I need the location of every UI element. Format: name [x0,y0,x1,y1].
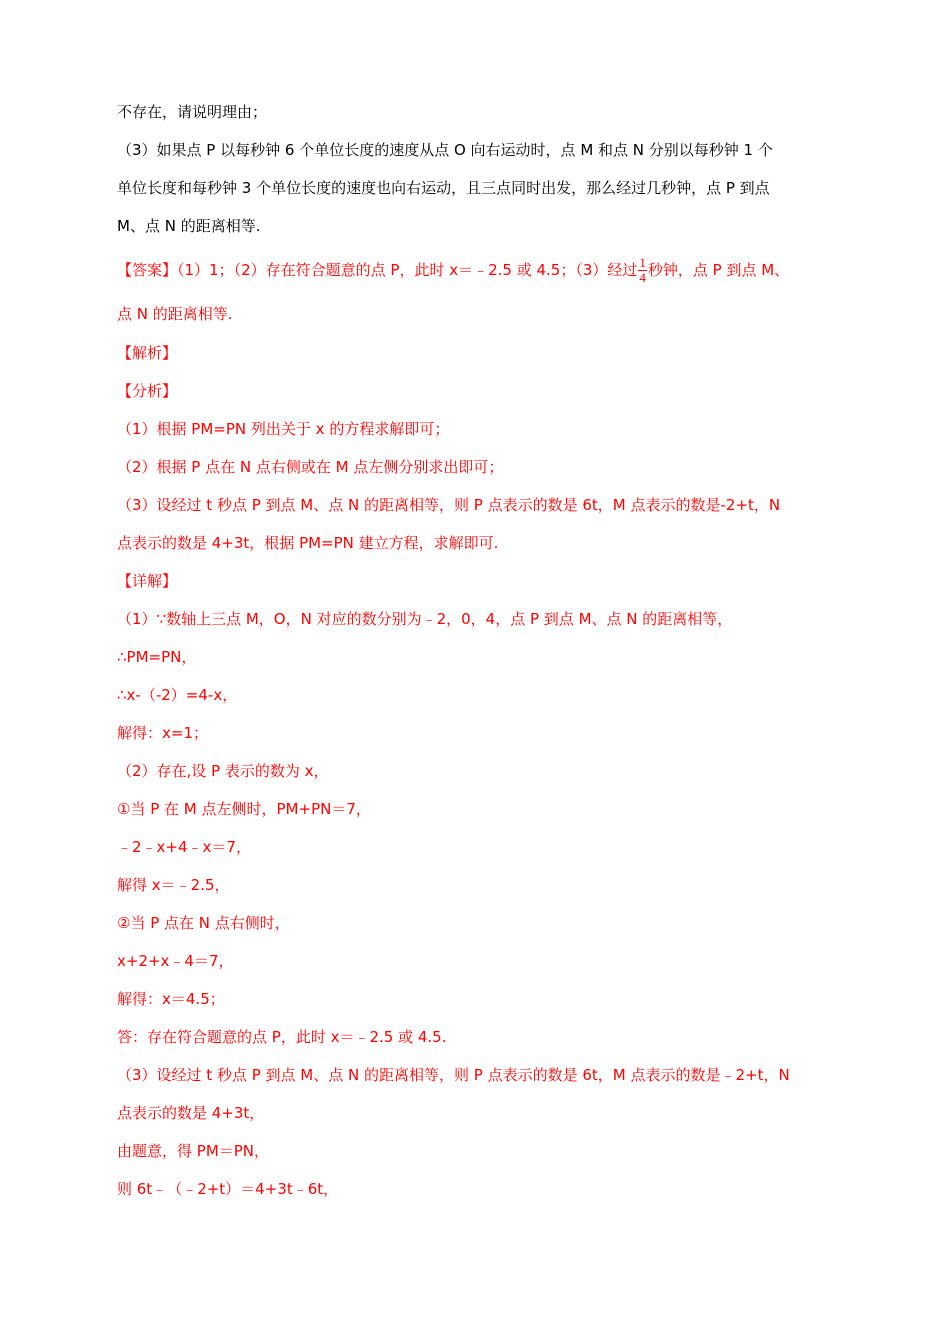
detail-line-3: ∴x-（-2）=4-x， [117,686,238,704]
question-line-4: M、点 N 的距离相等. [117,217,261,235]
analysis-line-2: （2）根据 P 点在 N 点右侧或在 M 点左侧分别求出即可； [117,458,504,476]
detail-line-12: 答：存在符合题意的点 P，此时 x＝﹣2.5 或 4.5. [117,1028,447,1046]
analysis-line-1: （1）根据 PM=PN 列出关于 x 的方程求解即可； [117,420,450,438]
detail-line-5: （2）存在,设 P 表示的数为 x， [117,762,329,780]
fraction-numerator: 1 [639,255,646,270]
question-line-3: 单位长度和每秒钟 3 个单位长度的速度也向右运动，且三点同时出发，那么经过几秒钟，点 P 到点 [117,179,770,197]
section-heading-analysis: 【解析】 [117,344,178,362]
question-line-2: （3）如果点 P 以每秒钟 6 个单位长度的速度从点 O 向右运动时，点 M 和点 N 分别以每秒钟 1 个 [117,141,773,159]
detail-line-8: 解得 x＝﹣2.5， [117,876,230,894]
answer-text-before: 【答案】（1）1；（2）存在符合题意的点 P，此时 x＝﹣2.5 或 4.5；（3）经过 [117,261,638,279]
detail-line-14: 点表示的数是 4+3t， [117,1104,265,1122]
question-line-1: 不存在，请说明理由； [117,103,268,121]
answer-text-after: 秒钟，点 P 到点 M、 [647,261,790,279]
detail-line-6: ①当 P 在 M 点左侧时，PM+PN＝7， [117,800,371,818]
detail-line-2: ∴PM=PN， [117,648,197,666]
analysis-line-4: 点表示的数是 4+3t，根据 PM=PN 建立方程，求解即可. [117,534,499,552]
fraction-one-quarter [638,256,647,285]
detail-line-10: x+2+x﹣4＝7， [117,952,234,970]
detail-line-7: ﹣2﹣x+4﹣x＝7， [117,838,251,856]
analysis-line-3: （3）设经过 t 秒点 P 到点 M、点 N 的距离相等，则 P 点表示的数是 6t，M 点表示的数是-2+t，N [117,496,781,514]
detail-line-16: 则 6t﹣（﹣2+t）＝4+3t﹣6t， [117,1180,339,1198]
answer-line-1 [117,256,789,285]
detail-line-13: （3）设经过 t 秒点 P 到点 M、点 N 的距离相等，则 P 点表示的数是 6t，M 点表示的数是﹣2+t，N [117,1066,790,1084]
fraction-denominator: 4 [639,270,646,285]
detail-line-15: 由题意，得 PM＝PN， [117,1142,270,1160]
detail-line-4: 解得：x=1； [117,724,208,742]
section-heading-details: 【详解】 [117,572,178,590]
detail-line-9: ②当 P 点在 N 点右侧时， [117,914,290,932]
answer-line-2: 点 N 的距离相等. [117,305,233,323]
section-heading-breakdown: 【分析】 [117,382,178,400]
detail-line-1: （1）∵数轴上三点 M，O，N 对应的数分别为﹣2，0，4，点 P 到点 M、点 N 的距离相等， [117,610,733,628]
detail-line-11: 解得：x＝4.5； [117,990,225,1008]
